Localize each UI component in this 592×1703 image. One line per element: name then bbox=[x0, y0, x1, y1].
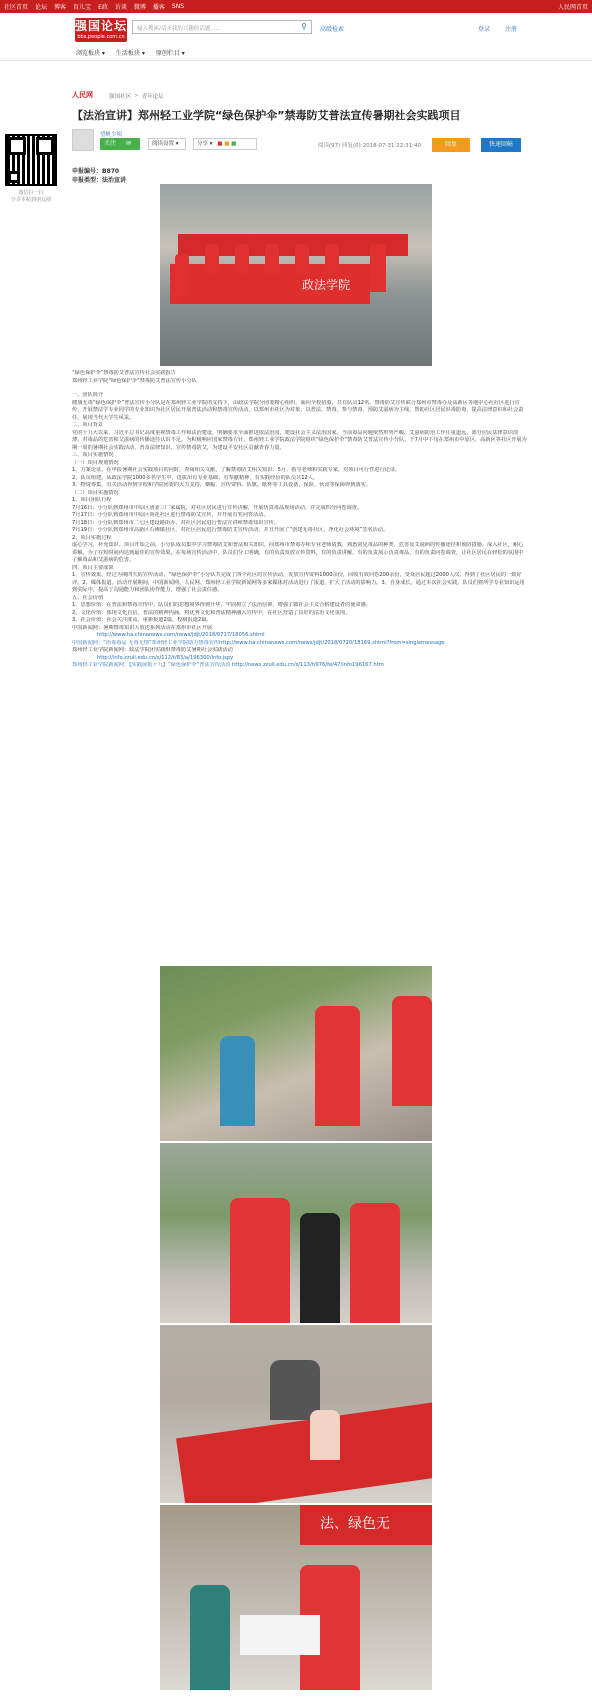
photo-person bbox=[315, 1006, 360, 1126]
photo-person bbox=[265, 244, 279, 274]
photo-banner-signing bbox=[160, 1325, 432, 1503]
qr-caption-line2: 分享本帖到朋友圈 bbox=[10, 197, 51, 203]
topbar-link-weibo[interactable]: 微博 bbox=[133, 4, 146, 11]
header-divider bbox=[0, 60, 592, 61]
nav-browse-boards[interactable]: 浏览板块 ▾ bbox=[76, 50, 105, 57]
post-number: 申报编号：B870 bbox=[72, 168, 120, 175]
section-paragraph: 虚心学习，补充知识。项目开始之前，小分队成员集中学习禁毒防艾和普法相关知识，向郑州市禁毒办和专业老师请教，熟悉常见毒品的种类、危害及艾滋病的传播途径和预防措施。深入社区，耐心讲解。为了在短时间内达到最佳的宣传效果，在每场宣传活动中，队员们分工明确，有的负责发放宣传资料，有的负责讲解，有的负责展示仿真毒品，有的负责问卷调查，让社区居民在轻松的氛围中了解毒品和艾滋病的危害。 bbox=[72, 542, 524, 563]
post-body bbox=[72, 370, 527, 670]
register-link[interactable]: 注册 bbox=[505, 26, 518, 33]
follow-label: 关注 bbox=[104, 140, 117, 147]
photo-person bbox=[205, 244, 219, 274]
subsection-heading: 1、项目团队行程 bbox=[72, 497, 112, 503]
photo-red-banner bbox=[300, 1505, 432, 1545]
search-icon[interactable]: ⚲ bbox=[301, 22, 307, 31]
topbar-link-forum[interactable]: 论坛 bbox=[35, 4, 48, 11]
subsection-heading: （二）项目实施情况 bbox=[72, 489, 119, 496]
photo-handing-materials bbox=[160, 1505, 432, 1690]
share-wechat-icon[interactable]: ■ bbox=[231, 141, 237, 147]
list-item: 2、文化价值：体现文化自信、普法的精神内涵，将优秀文化和普法精神融入宣传中，在社区营造了良好的法治文化氛围。 bbox=[72, 609, 351, 616]
list-item: 7月17日：小分队到郑州市中原区荷花社区进行禁毒防艾宣传，并开展有奖问答活动。 bbox=[72, 512, 269, 518]
topbar-link-podcast[interactable]: 播客 bbox=[152, 4, 165, 11]
follow-button[interactable] bbox=[100, 138, 140, 150]
subsection-heading: 2、项目实施过程 bbox=[72, 534, 112, 541]
section-paragraph: 党的十九大以来，习近平总书记高度重视禁毒工作和法治建设，明确要求全面推进依法治国，建设社会主义法治国家。当前毒品问题依然形势严峻，艾滋病防治工作任重道远，部分居民法律意识淡薄，对毒品的危害和艾滋病的传播途径认识不足。为积极响应国家禁毒方针，郑州轻工业学院政法学院组织“绿色保护伞”禁毒防艾普法宣传小分队，于7月中下旬在郑州市中原区、高新区等社区开展为期一周的暑期社会实践活动，普及法律知识，宣传禁毒防艾，为建设平安社区贡献青春力量。 bbox=[72, 429, 527, 451]
photo-caption bbox=[160, 1143, 161, 1144]
photo-person bbox=[325, 244, 339, 274]
list-item: 1、方案论证。在申报暑期社会实践项目的同时，查阅相关文献，了解禁毒防艾相关知识：5月，指导老师和实践专家，对项目可行性进行论证。 bbox=[72, 467, 401, 473]
share-weibo-icon[interactable]: ■ bbox=[217, 141, 223, 147]
post-title: 【法治宣讲】郑州轻工业学院“绿色保护伞”禁毒防艾普法宣传暑期社会实践项目 bbox=[72, 109, 461, 122]
photo-banner-text: 政法学院 bbox=[301, 278, 350, 292]
nav-life-boards[interactable]: 生活板块 ▾ bbox=[115, 50, 145, 57]
top-bar bbox=[0, 0, 592, 13]
search-input[interactable] bbox=[132, 20, 312, 34]
breadcrumb-item-youth-forum[interactable]: 青年论坛 bbox=[141, 93, 164, 100]
login-link[interactable]: 登录 bbox=[478, 26, 491, 33]
reference-link[interactable]: 中国新闻网：“语毒毒品 无毒无情”郑州轻工业学院助力禁毒宣传http://www.ha.chinanews.com/news/jdjt/2018/0720/18169.shtml?from=singlemessage bbox=[72, 639, 445, 646]
photo-person bbox=[230, 1198, 290, 1323]
share-dropdown[interactable] bbox=[193, 138, 257, 150]
reference-item: 中国新闻网：暑期禁毒知识大放送系列活动在郑州市社区开展 bbox=[72, 624, 213, 631]
qr-caption-line1: 微信扫一扫 bbox=[18, 190, 44, 196]
list-item: 3、物资筹集。有关活动得到学校和学院团委的大力支持，横幅、宣传资料、队旗、纸杯等工具设备，保险、伙食等保障得到落实。 bbox=[72, 482, 371, 488]
topbar-link-blog[interactable]: 博客 bbox=[54, 4, 67, 11]
reference-link[interactable]: 郑州轻工业学院新闻网：【实践展报十九】“绿色保护伞”普法宣传活动 http://news.zzuli.edu.cn/s/113/t/976/fe/47/info196167.htm bbox=[72, 662, 384, 668]
list-item: 3、社会价值：社会关注度高，重新报道2篇，校级报道2篇。 bbox=[72, 617, 212, 623]
logo-text: 强国论坛 bbox=[75, 19, 128, 33]
search-placeholder: 输入搜索/请求我的兴趣的话题...... bbox=[137, 26, 221, 32]
photo-banner-text: 法、绿色无 bbox=[320, 1516, 390, 1532]
reply-button[interactable]: 回复 bbox=[432, 138, 470, 152]
share-label: 分享 ▾ bbox=[197, 141, 213, 147]
list-item: 1、思想价值：在普法和禁毒宣传中，队员们的思想境界得到升华，牢固树立了法治信仰，增强了做社会主义合格建设者的使命感。 bbox=[72, 602, 371, 608]
topbar-link-parenting[interactable]: 育儿宝 bbox=[73, 4, 92, 11]
photo-person bbox=[300, 1213, 340, 1323]
reference-link[interactable]: http://www.ha.chinanews.com/news/jdjt/2018/0717/18056.shtml bbox=[97, 632, 265, 638]
photo-person bbox=[310, 1410, 340, 1460]
username-link[interactable]: 望帆少顷 bbox=[100, 132, 123, 138]
list-item: 7月18日：小分队到郑州市二七区建设路街办，对社区居民进行普法宣讲和禁毒知识宣传。 bbox=[72, 519, 280, 526]
photo-person bbox=[175, 254, 189, 296]
photo-person bbox=[392, 996, 432, 1106]
photo-volunteers-explaining bbox=[160, 1143, 432, 1323]
subsection-heading: （一）项目规划情况 bbox=[72, 459, 119, 466]
photo-caption bbox=[160, 1505, 161, 1506]
breadcrumb bbox=[72, 90, 164, 101]
photo-person bbox=[295, 244, 309, 274]
section-paragraph: 1、宣传效果。经过为期四天的宣传活动，“绿色保护伞”小分队共完成了四个社区的宣传活动，发放宣传资料1000余份，回收有效问卷200余份，受众居民超过2000人次，得到了社区居民的一致好评。2、媒体报道。活动开展期间，中国新闻网、人民网、郑州轻工业学院新闻网等多家媒体对活动进行了报道，扩大了活动的影响力。3、自身成长。通过本次社会实践，队员们将所学专业知识运用到实际中，提高了沟通能力和团队协作能力，增强了社会责任感。 bbox=[72, 572, 525, 593]
main-nav bbox=[76, 48, 196, 57]
section-paragraph: 健康无毒“绿色保护伞”普法宣传小分队是在郑州轻工业学院的支持下，由政法学院分团委精心组织，面向全校招募，共有队员12名。禁毒防艾宣传联合郑州市禁毒办及高新区等地中心社社区进行宣传，开展禁法学专业同学的专业知识为社区居民开展普法活动和禁毒宣传活动，以郑州市社区为对象，以普法、禁毒、参与禁毒、预防艾滋病为主线，帮助社区居民识毒防毒，提高法律意识和社会责任，展现当代大学生风采。 bbox=[72, 399, 524, 421]
post-type: 申报类型：法治宣讲 bbox=[72, 177, 127, 184]
section-heading: 五、社会价值 bbox=[72, 594, 104, 601]
photo-person bbox=[350, 1203, 400, 1323]
header bbox=[0, 13, 592, 43]
reference-item: 郑州轻工业学院新闻网：政法学院团实践组禁毒防艾暑期社会实践活动 bbox=[72, 647, 233, 653]
photo-caption bbox=[160, 966, 161, 967]
photo-group bbox=[160, 184, 432, 366]
nav-original-columns[interactable]: 原创栏目 ▾ bbox=[155, 50, 185, 57]
list-item: 7月16日：小分队到郑州市中原区团委三厂家属院，对社区居民进行宣传讲解，开展仿真毒品现场活动，并完成四分问卷调查。 bbox=[72, 504, 363, 511]
topbar-link-egov[interactable]: E政 bbox=[98, 4, 108, 11]
intro-line: “绿色保护伞”禁毒防艾普法宣传社会实践报告 bbox=[72, 370, 176, 376]
topbar-link-interview[interactable]: 访谈 bbox=[114, 4, 127, 11]
photo-person bbox=[220, 1036, 255, 1126]
photo-person bbox=[190, 1585, 230, 1690]
mail-icon: ✉ bbox=[125, 140, 131, 147]
photo-person bbox=[370, 244, 386, 292]
post-stats: 阅读(97) 回复(0) 2018-07-31 22:31:40 bbox=[318, 143, 421, 149]
breadcrumb-separator: > bbox=[134, 92, 139, 99]
qr-code bbox=[5, 134, 57, 186]
section-heading: 一、团队简介 bbox=[72, 392, 104, 398]
section-heading: 二、项目背景 bbox=[72, 422, 104, 428]
photo-table bbox=[240, 1615, 320, 1655]
section-heading: 三、项目实施情况 bbox=[72, 452, 114, 458]
section-heading: 四、项目主要成果 bbox=[72, 564, 114, 571]
logo-domain: bbs.people.com.cn bbox=[77, 34, 125, 40]
read-settings-dropdown[interactable]: 阅读设置 ▾ bbox=[148, 138, 186, 150]
quick-reply-button[interactable]: 快速回帖 bbox=[481, 138, 521, 152]
photo-caption bbox=[0, 0, 1, 1]
forum-logo[interactable] bbox=[75, 18, 127, 42]
topbar-link-home[interactable]: 社区首页 bbox=[4, 4, 29, 11]
topbar-link-sns[interactable]: SNS bbox=[171, 3, 185, 10]
advanced-search-link[interactable]: 高级检索 bbox=[320, 26, 345, 33]
people-logo[interactable]: 人民网 bbox=[72, 91, 93, 99]
share-qzone-icon[interactable]: ■ bbox=[224, 141, 230, 147]
qr-caption bbox=[5, 190, 57, 204]
avatar[interactable] bbox=[72, 129, 94, 151]
photo-person bbox=[235, 244, 249, 274]
breadcrumb-item-community[interactable]: 强国社区 bbox=[109, 93, 132, 100]
list-item: 2、队员组建。从政法学院1000多名学生中，选拔出有专业基础、有奉献精神、有实践经验的队员共12人。 bbox=[72, 474, 319, 481]
intro-line: 郑州轻工业学院“绿色保护伞”禁毒防艾普法宣传小分队 bbox=[72, 377, 197, 384]
photo-residents-reading bbox=[160, 966, 432, 1141]
list-item: 7月19日：小分队到郑州市高新区石佛镇社区，对社区居民进行禁毒防艾宣传活动，并且开展了“创建无毒社区，净化社会环境”签名活动。 bbox=[72, 527, 389, 533]
topbar-link-people-home[interactable]: 人民网首页 bbox=[557, 4, 588, 11]
reference-link[interactable]: http://info.zzuli.edu.cn/s/112/t/83/a/196300/info.jspy bbox=[97, 654, 234, 661]
photo-caption bbox=[160, 1325, 161, 1326]
